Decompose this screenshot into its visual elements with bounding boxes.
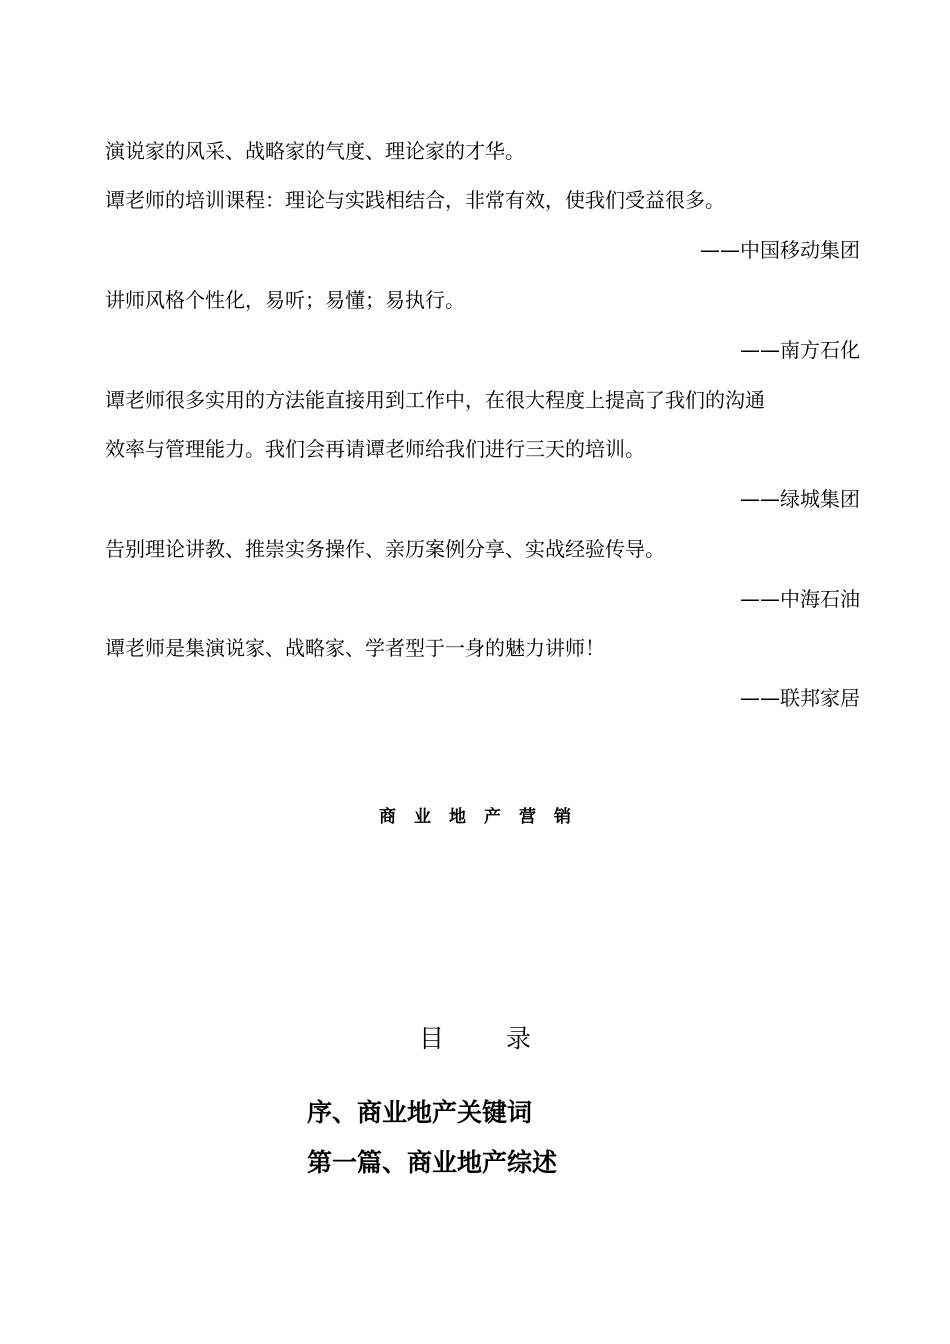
testimonial-text: 谭老师很多实用的方法能直接用到工作中，在很大程度上提高了我们的沟通 [105,388,765,412]
course-title: 商业地产营销 [379,807,589,827]
testimonial-text: 谭老师的培训课程：理论与实践相结合，非常有效，使我们受益很多。 [105,188,725,212]
testimonial-text: 谭老师是集演说家、战略家、学者型于一身的魅力讲师！ [105,636,605,660]
testimonial-attribution: ——中国移动集团 [700,238,860,262]
testimonial-attribution: ——中海石油 [740,587,860,611]
testimonial-text: 讲师风格个性化，易听；易懂；易执行。 [105,288,465,312]
testimonial-text: 告别理论讲教、推崇实务操作、亲历案例分享、实战经验传导。 [105,537,665,561]
testimonial-text: 演说家的风采、战略家的气度、理论家的才华。 [105,139,525,163]
toc-item[interactable]: 第一篇、商业地产综述 [307,1148,558,1177]
testimonial-text: 效率与管理能力。我们会再请谭老师给我们进行三天的培训。 [105,437,645,461]
testimonial-attribution: ——南方石化 [740,338,860,362]
testimonial-attribution: ——联邦家居 [740,686,860,710]
toc-item[interactable]: 序、商业地产关键词 [307,1098,533,1127]
toc-title: 目录 [418,1024,593,1053]
testimonial-attribution: ——绿城集团 [740,487,860,511]
